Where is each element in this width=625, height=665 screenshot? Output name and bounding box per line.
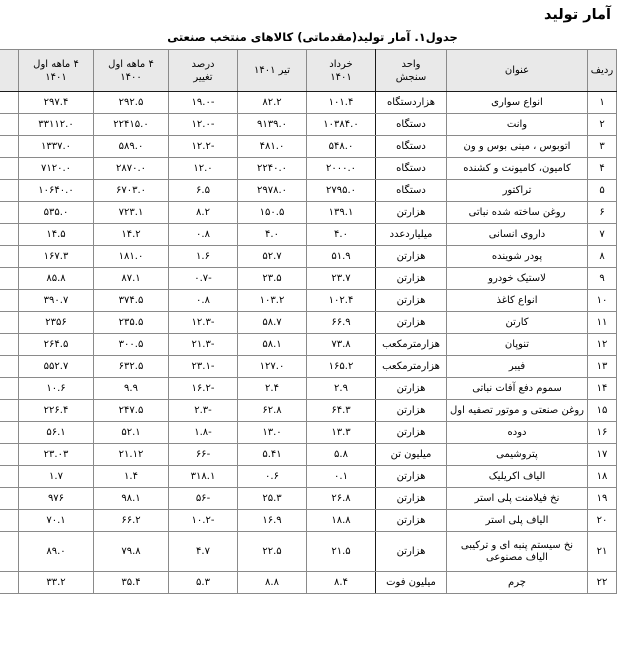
cell-title: نخ سیستم پنبه ای و ترکیبی الیاف مصنوعی [447, 532, 588, 572]
cell-four-month-1401: ۷۱۲۰.۰ [19, 158, 94, 180]
table-row [0, 488, 617, 510]
header-tir-1401: تیر ۱۴۰۱ [238, 50, 307, 92]
production-statistics-table [0, 49, 617, 594]
cell-unit: هزارتن [376, 268, 447, 290]
cell-tir-1401: ۱۲۷.۰ [238, 356, 307, 378]
cell-tir-1401: ۸.۸ [238, 572, 307, 594]
cell-tir-1401: ۲۲.۵ [238, 532, 307, 572]
table-row [0, 334, 617, 356]
cell-tir-1401: ۲۵.۳ [238, 488, 307, 510]
cell-percent-change-month: ۱.۶ [169, 246, 238, 268]
cell-percent-change-period [0, 532, 19, 572]
cell-index: ۷ [588, 224, 617, 246]
cell-index: ۲۱ [588, 532, 617, 572]
cell-title: تراکتور [447, 180, 588, 202]
cell-title: چرم [447, 572, 588, 594]
header-khordad-1401 [307, 50, 376, 92]
header-percent-change-period [0, 50, 19, 92]
cell-four-month-1400: ۲۸۷۰.۰ [94, 158, 169, 180]
header-four-month-1400-line1: ۴ ماهه اول [108, 58, 154, 70]
cell-four-month-1400: ۶۳۲.۵ [94, 356, 169, 378]
cell-percent-change-period [0, 572, 19, 594]
cell-four-month-1401: ۵۶.۱ [19, 422, 94, 444]
cell-four-month-1400: ۵۸۹.۰ [94, 136, 169, 158]
cell-percent-change-period [0, 510, 19, 532]
cell-percent-change-month: ۰.۸ [169, 224, 238, 246]
cell-percent-change-period [0, 180, 19, 202]
cell-khordad-1401: ۲۰۰۰.۰ [307, 158, 376, 180]
cell-unit: دستگاه [376, 158, 447, 180]
header-four-month-1401-line2: ۱۴۰۱ [45, 71, 67, 83]
cell-four-month-1401: ۹۷۶ [19, 488, 94, 510]
cell-index: ۵ [588, 180, 617, 202]
cell-percent-change-month: ۵.۳ [169, 572, 238, 594]
table-body [0, 92, 617, 594]
cell-percent-change-period [0, 114, 19, 136]
cell-tir-1401: ۴.۰ [238, 224, 307, 246]
cell-percent-change-month: -۲.۳ [169, 400, 238, 422]
header-four-month-1400-line2: ۱۴۰۰ [120, 71, 142, 83]
table-row [0, 466, 617, 488]
header-percent-month-line2: تغییر [193, 71, 213, 83]
cell-tir-1401: ۱۳.۰ [238, 422, 307, 444]
table-container [0, 49, 625, 594]
cell-index: ۱۱ [588, 312, 617, 334]
cell-four-month-1400: ۳۷۴.۵ [94, 290, 169, 312]
table-row [0, 378, 617, 400]
cell-four-month-1401: ۲۳.۰۳ [19, 444, 94, 466]
cell-percent-change-period [0, 202, 19, 224]
table-row [0, 356, 617, 378]
cell-title: کارتن [447, 312, 588, 334]
cell-tir-1401: ۰.۶ [238, 466, 307, 488]
cell-title: الیاف پلی استر [447, 510, 588, 532]
cell-index: ۲ [588, 114, 617, 136]
cell-four-month-1400: ۳۵.۴ [94, 572, 169, 594]
cell-four-month-1400: ۶۶.۲ [94, 510, 169, 532]
page-title: آمار تولید [543, 7, 611, 23]
cell-title: وانت [447, 114, 588, 136]
cell-index: ۶ [588, 202, 617, 224]
table-row [0, 224, 617, 246]
header-percent-month-line1: درصد [191, 58, 215, 70]
cell-tir-1401: ۲۹۷۸.۰ [238, 180, 307, 202]
cell-index: ۱ [588, 92, 617, 114]
cell-title: دوده [447, 422, 588, 444]
cell-four-month-1400: ۳۰۰.۵ [94, 334, 169, 356]
cell-four-month-1400: ۱۸۱.۰ [94, 246, 169, 268]
cell-percent-change-period [0, 158, 19, 180]
cell-four-month-1401: ۵۵۲.۷ [19, 356, 94, 378]
header-row [0, 50, 617, 92]
table-row [0, 444, 617, 466]
cell-percent-change-month: -۱۲.۳ [169, 312, 238, 334]
header-khordad-line2: ۱۴۰۱ [330, 71, 352, 83]
cell-index: ۱۸ [588, 466, 617, 488]
table-row [0, 312, 617, 334]
cell-percent-change-period [0, 136, 19, 158]
cell-tir-1401: ۹۱۳۹.۰ [238, 114, 307, 136]
cell-four-month-1401: ۸۹.۰ [19, 532, 94, 572]
cell-index: ۱۷ [588, 444, 617, 466]
table-row [0, 290, 617, 312]
header-index: ردیف [588, 50, 617, 92]
cell-percent-change-period [0, 246, 19, 268]
cell-unit: هزارتن [376, 422, 447, 444]
header-percent-change-month [169, 50, 238, 92]
cell-index: ۱۰ [588, 290, 617, 312]
cell-tir-1401: ۵۲.۷ [238, 246, 307, 268]
cell-title: تنوپان [447, 334, 588, 356]
cell-percent-change-period [0, 488, 19, 510]
cell-khordad-1401: ۰.۱ [307, 466, 376, 488]
cell-four-month-1401: ۲۶۴.۵ [19, 334, 94, 356]
table-row [0, 136, 617, 158]
cell-four-month-1401: ۷۰.۱ [19, 510, 94, 532]
cell-four-month-1401: ۱۰۶۴۰.۰ [19, 180, 94, 202]
cell-percent-change-month: -۱۲.۲ [169, 136, 238, 158]
cell-title: نخ فیلامنت پلی استر [447, 488, 588, 510]
cell-four-month-1401: ۵۳۵.۰ [19, 202, 94, 224]
cell-percent-change-period [0, 334, 19, 356]
cell-unit: میلیون فوت [376, 572, 447, 594]
cell-tir-1401: ۸۲.۲ [238, 92, 307, 114]
cell-percent-change-month: -۱۹.۰ [169, 92, 238, 114]
cell-percent-change-month: -۱۲.۰ [169, 114, 238, 136]
cell-four-month-1400: ۲۱.۱۲ [94, 444, 169, 466]
cell-unit: میلیاردعدد [376, 224, 447, 246]
cell-percent-change-period [0, 290, 19, 312]
cell-index: ۱۶ [588, 422, 617, 444]
cell-four-month-1401: ۱۶۷.۳ [19, 246, 94, 268]
cell-title: اتوبوس ، مینی بوس و ون [447, 136, 588, 158]
cell-title: پودر شوینده [447, 246, 588, 268]
cell-percent-change-month: -۰.۷ [169, 268, 238, 290]
cell-unit: هزاردستگاه [376, 92, 447, 114]
header-four-month-1401 [19, 50, 94, 92]
cell-tir-1401: ۲۲۴۰.۰ [238, 158, 307, 180]
cell-four-month-1400: ۲۲۴۱۵.۰ [94, 114, 169, 136]
cell-index: ۱۴ [588, 378, 617, 400]
cell-khordad-1401: ۲۷۹۵.۰ [307, 180, 376, 202]
cell-percent-change-month: -۲۳.۱ [169, 356, 238, 378]
cell-four-month-1400: ۷۹.۸ [94, 532, 169, 572]
cell-percent-change-period [0, 356, 19, 378]
cell-title: پتروشیمی [447, 444, 588, 466]
cell-four-month-1400: ۷۲۳.۱ [94, 202, 169, 224]
cell-percent-change-month: ۶.۵ [169, 180, 238, 202]
cell-four-month-1401: ۲۹۷.۴ [19, 92, 94, 114]
cell-four-month-1400: ۸۷.۱ [94, 268, 169, 290]
cell-khordad-1401: ۲.۹ [307, 378, 376, 400]
cell-unit: هزارمترمکعب [376, 356, 447, 378]
cell-unit: میلیون تن [376, 444, 447, 466]
cell-title: روغن صنعتی و موتور تصفیه اول [447, 400, 588, 422]
cell-unit: هزارتن [376, 312, 447, 334]
cell-khordad-1401: ۸.۴ [307, 572, 376, 594]
table-caption: جدول۱. آمار تولید(مقدماتی) کالاهای منتخب صنعتی [167, 30, 458, 44]
cell-four-month-1400: ۹.۹ [94, 378, 169, 400]
cell-four-month-1400: ۲۳۵.۵ [94, 312, 169, 334]
cell-percent-change-period [0, 268, 19, 290]
table-row [0, 92, 617, 114]
cell-four-month-1401: ۲۳۵۶ [19, 312, 94, 334]
table-row [0, 422, 617, 444]
cell-title: لاستیک خودرو [447, 268, 588, 290]
cell-index: ۳ [588, 136, 617, 158]
cell-title: کامیون، کامیونت و کشنده [447, 158, 588, 180]
cell-khordad-1401: ۱۰۳۸۴.۰ [307, 114, 376, 136]
cell-percent-change-month: -۱۰.۲ [169, 510, 238, 532]
cell-four-month-1400: ۲۴۷.۵ [94, 400, 169, 422]
cell-title: داروی انسانی [447, 224, 588, 246]
cell-tir-1401: ۱۵۰.۵ [238, 202, 307, 224]
cell-percent-change-period [0, 312, 19, 334]
header-unit-line2: سنجش [395, 71, 427, 83]
cell-percent-change-period [0, 444, 19, 466]
cell-four-month-1400: ۱۴.۲ [94, 224, 169, 246]
cell-title: فیبر [447, 356, 588, 378]
cell-unit: هزارتن [376, 202, 447, 224]
cell-percent-change-month: ۰.۸ [169, 290, 238, 312]
cell-index: ۹ [588, 268, 617, 290]
cell-khordad-1401: ۲۱.۵ [307, 532, 376, 572]
cell-unit: هزارتن [376, 488, 447, 510]
cell-khordad-1401: ۲۳.۷ [307, 268, 376, 290]
cell-four-month-1401: ۲۲۶.۴ [19, 400, 94, 422]
cell-tir-1401: ۲.۴ [238, 378, 307, 400]
cell-percent-change-month: -۱۶.۲ [169, 378, 238, 400]
cell-four-month-1401: ۳۹۰.۷ [19, 290, 94, 312]
cell-khordad-1401: ۱۰۱.۴ [307, 92, 376, 114]
cell-khordad-1401: ۴.۰ [307, 224, 376, 246]
cell-index: ۲۰ [588, 510, 617, 532]
cell-index: ۸ [588, 246, 617, 268]
cell-khordad-1401: ۵۱.۹ [307, 246, 376, 268]
cell-khordad-1401: ۱۳۹.۱ [307, 202, 376, 224]
cell-title: روغن ساخته شده نباتی [447, 202, 588, 224]
cell-percent-change-month: ۱۲.۰ [169, 158, 238, 180]
cell-four-month-1400: ۶۷۰۳.۰ [94, 180, 169, 202]
table-row [0, 268, 617, 290]
table-row [0, 510, 617, 532]
cell-percent-change-period [0, 466, 19, 488]
cell-four-month-1400: ۵۲.۱ [94, 422, 169, 444]
cell-four-month-1400: ۹۸.۱ [94, 488, 169, 510]
cell-percent-change-month: ۴.۷ [169, 532, 238, 572]
cell-four-month-1401: ۳۳.۲ [19, 572, 94, 594]
cell-tir-1401: ۱۰۳.۲ [238, 290, 307, 312]
cell-unit: هزارتن [376, 290, 447, 312]
cell-index: ۱۹ [588, 488, 617, 510]
cell-four-month-1400: ۲۹۲.۵ [94, 92, 169, 114]
cell-index: ۲۲ [588, 572, 617, 594]
cell-four-month-1401: ۱.۷ [19, 466, 94, 488]
cell-title: انواع سواری [447, 92, 588, 114]
cell-percent-change-month: -۶۶ [169, 444, 238, 466]
cell-title: انواع کاغذ [447, 290, 588, 312]
cell-unit: هزارتن [376, 532, 447, 572]
table-row [0, 114, 617, 136]
cell-khordad-1401: ۱۳.۳ [307, 422, 376, 444]
cell-khordad-1401: ۵۴۸.۰ [307, 136, 376, 158]
cell-khordad-1401: ۵.۸ [307, 444, 376, 466]
cell-tir-1401: ۱۶.۹ [238, 510, 307, 532]
cell-percent-change-month: ۳۱۸.۱ [169, 466, 238, 488]
cell-index: ۱۵ [588, 400, 617, 422]
cell-khordad-1401: ۱۶۵.۲ [307, 356, 376, 378]
cell-unit: دستگاه [376, 180, 447, 202]
cell-unit: هزارتن [376, 466, 447, 488]
table-row [0, 180, 617, 202]
cell-unit: هزارتن [376, 400, 447, 422]
cell-unit: دستگاه [376, 136, 447, 158]
cell-title: الیاف اکریلیک [447, 466, 588, 488]
table-row [0, 532, 617, 572]
header-khordad-line1: خرداد [329, 58, 353, 70]
cell-four-month-1401: ۱۰.۶ [19, 378, 94, 400]
cell-tir-1401: ۴۸۱.۰ [238, 136, 307, 158]
cell-unit: هزارتن [376, 246, 447, 268]
cell-four-month-1401: ۳۳۱۱۲.۰ [19, 114, 94, 136]
cell-percent-change-month: -۵۶ [169, 488, 238, 510]
cell-percent-change-month: ۸.۲ [169, 202, 238, 224]
table-row [0, 158, 617, 180]
table-header [0, 50, 617, 92]
cell-four-month-1400: ۱.۴ [94, 466, 169, 488]
cell-tir-1401: ۶۲.۸ [238, 400, 307, 422]
table-row [0, 400, 617, 422]
cell-tir-1401: ۵۸.۱ [238, 334, 307, 356]
header-unit [376, 50, 447, 92]
table-row [0, 572, 617, 594]
cell-percent-change-period [0, 378, 19, 400]
header-percent-period-line1 [0, 58, 16, 71]
cell-index: ۴ [588, 158, 617, 180]
header-unit-line1: واحد [401, 58, 421, 70]
cell-khordad-1401: ۲۶.۸ [307, 488, 376, 510]
cell-index: ۱۳ [588, 356, 617, 378]
cell-four-month-1401: ۸۵.۸ [19, 268, 94, 290]
cell-percent-change-period [0, 92, 19, 114]
cell-khordad-1401: ۷۳.۸ [307, 334, 376, 356]
cell-unit: دستگاه [376, 114, 447, 136]
cell-percent-change-period [0, 400, 19, 422]
cell-title: سموم دفع آفات نباتی [447, 378, 588, 400]
cell-khordad-1401: ۱۰۲.۴ [307, 290, 376, 312]
cell-khordad-1401: ۶۶.۹ [307, 312, 376, 334]
cell-khordad-1401: ۱۸.۸ [307, 510, 376, 532]
cell-tir-1401: ۵.۴۱ [238, 444, 307, 466]
cell-four-month-1401: ۱۴.۵ [19, 224, 94, 246]
cell-four-month-1401: ۱۳۳۷.۰ [19, 136, 94, 158]
cell-index: ۱۲ [588, 334, 617, 356]
cell-percent-change-period [0, 224, 19, 246]
cell-tir-1401: ۲۳.۵ [238, 268, 307, 290]
cell-unit: هزارتن [376, 510, 447, 532]
header-percent-period-line2 [0, 71, 16, 84]
cell-khordad-1401: ۶۴.۳ [307, 400, 376, 422]
cell-unit: هزارتن [376, 378, 447, 400]
cell-percent-change-month: -۱.۸ [169, 422, 238, 444]
table-row [0, 246, 617, 268]
table-row [0, 202, 617, 224]
header-four-month-1401-line1: ۴ ماهه اول [33, 58, 79, 70]
header-title: عنوان [447, 50, 588, 92]
cell-unit: هزارمترمکعب [376, 334, 447, 356]
cell-tir-1401: ۵۸.۷ [238, 312, 307, 334]
cell-percent-change-month: -۲۱.۳ [169, 334, 238, 356]
header-four-month-1400 [94, 50, 169, 92]
cell-percent-change-period [0, 422, 19, 444]
